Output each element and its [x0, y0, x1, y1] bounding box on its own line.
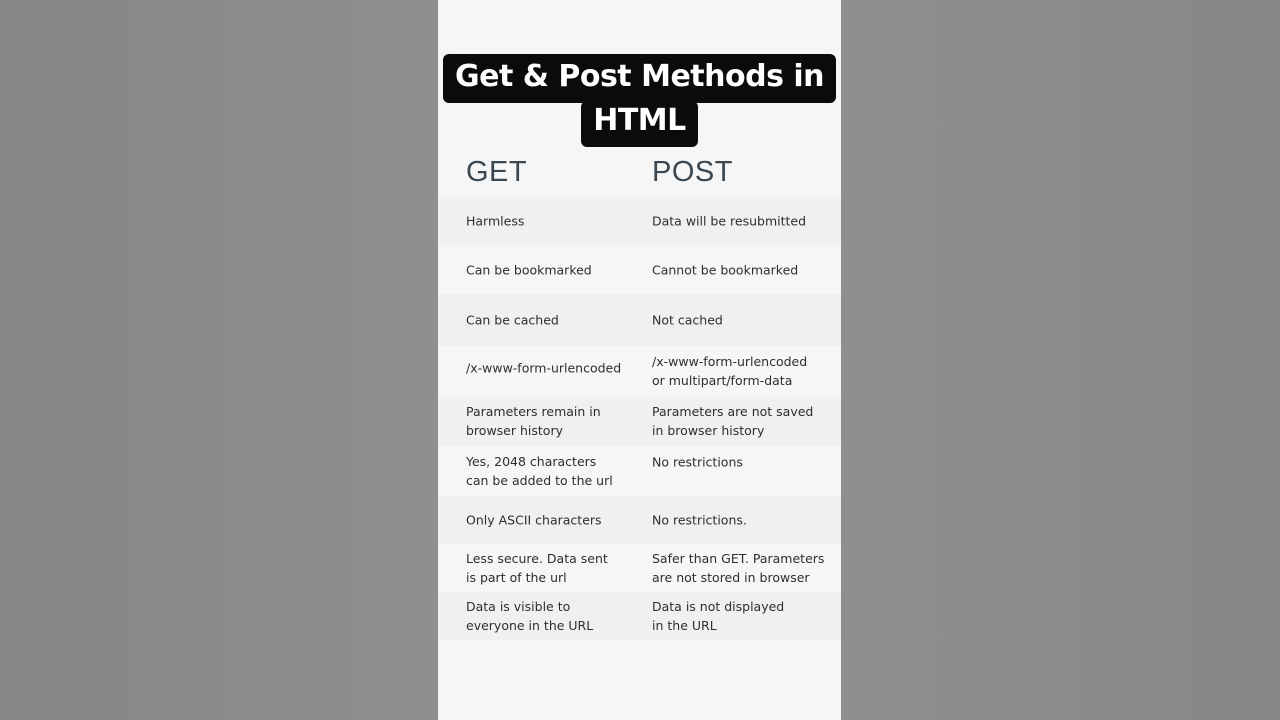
- table-row: [438, 196, 841, 245]
- get-cell: Can be bookmarked: [466, 262, 592, 277]
- post-cell: Data will be resubmitted: [652, 213, 807, 228]
- get-cell: Less secure. Data sent is part of the url: [466, 551, 608, 585]
- title-line-1: Get & Post Methods in: [443, 54, 836, 103]
- table-row: [438, 294, 841, 346]
- header-get: GET: [466, 156, 528, 188]
- table-row: [438, 346, 841, 396]
- post-cell: /x-www-form-urlencoded or multipart/form-data: [652, 354, 808, 388]
- video-panel: [438, 0, 841, 720]
- table-row: [438, 496, 841, 544]
- title-banner: [438, 54, 841, 147]
- table-row: [438, 544, 841, 592]
- table-header: [438, 148, 841, 196]
- post-cell: Data is not displayed in the URL: [652, 599, 785, 633]
- get-cell: Data is visible to everyone in the URL: [466, 599, 594, 633]
- get-cell: Can be cached: [466, 312, 559, 328]
- get-cell: Only ASCII characters: [466, 512, 602, 528]
- post-cell: Cannot be bookmarked: [652, 262, 799, 277]
- table-row: [438, 245, 841, 294]
- get-cell: Harmless: [466, 213, 525, 228]
- post-cell: Not cached: [652, 312, 723, 328]
- header-post: POST: [652, 156, 733, 188]
- comparison-table: [438, 148, 841, 640]
- post-cell: No restrictions: [652, 454, 743, 470]
- get-cell: Yes, 2048 characters can be added to the url: [466, 454, 613, 488]
- get-cell: /x-www-form-urlencoded: [466, 360, 622, 376]
- table-row: [438, 446, 841, 496]
- post-cell: Safer than GET. Parameters are not stored in browser: [652, 551, 825, 585]
- table-row: [438, 592, 841, 640]
- right-blur-background: [841, 0, 1280, 720]
- get-cell: Parameters remain in browser history: [466, 404, 601, 438]
- post-cell: No restrictions.: [652, 512, 747, 528]
- title-line-2: HTML: [581, 101, 698, 147]
- table-row: [438, 396, 841, 446]
- left-blur-background: [0, 0, 438, 720]
- post-cell: Parameters are not saved in browser history: [652, 404, 814, 438]
